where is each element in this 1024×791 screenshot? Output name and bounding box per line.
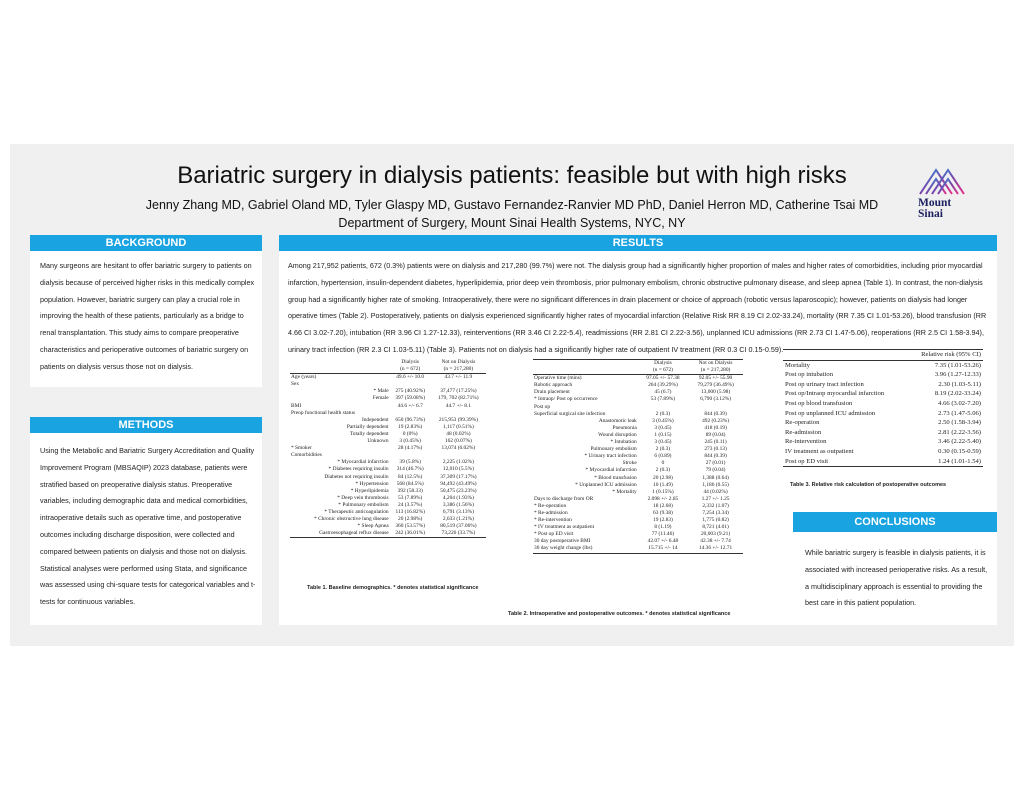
table2-dialysis-value: 6 (0.89) xyxy=(654,453,672,460)
table2-not-dialysis-value: 42.38 +/- 7.74 xyxy=(700,538,731,545)
table1-row xyxy=(290,502,486,509)
table2-dialysis-value: 1 (0.15%) xyxy=(652,488,674,495)
table3-row xyxy=(783,457,983,467)
table3-relative-risk-value: 2.30 (1.03-5.11) xyxy=(938,380,981,388)
table1-row-label: * Sleep Apnea xyxy=(357,523,389,530)
table3-outcome-label: Re-intervention xyxy=(785,438,827,446)
background-header: BACKGROUND xyxy=(30,235,262,251)
table2-row-label: Robotic approach xyxy=(534,382,573,389)
table1-dialysis-value: 360 (53.57%) xyxy=(395,523,425,530)
table3-row xyxy=(783,409,983,419)
table1-not-dialysis-value: 3,386 (1.56%) xyxy=(442,501,474,508)
table3-relative-risk-value: 0.30 (0.15-0.59) xyxy=(938,447,981,455)
table1-not-dialysis-value: 1,117 (0.51%) xyxy=(442,423,474,430)
table2-dialysis-value: 3 (0.45) xyxy=(654,424,672,431)
table1-header-dialysis: Dialysis (n = 672) xyxy=(400,359,421,373)
table1-dialysis-value: 3 (0.45%) xyxy=(399,438,421,445)
table-1 xyxy=(290,359,486,591)
table2-row-label: Wound disruption xyxy=(598,431,637,438)
logo-line-1: Mount xyxy=(918,197,952,209)
table3-row xyxy=(783,418,983,428)
table3-outcome-label: Post op intubation xyxy=(785,371,833,379)
table2-not-dialysis-value: 492 (0.23%) xyxy=(702,417,730,424)
table2-not-dialysis-value: 273 (0.13) xyxy=(704,446,727,453)
table2-row-label: Operative time (mins) xyxy=(534,375,582,382)
table3-row xyxy=(783,389,983,399)
table1-row xyxy=(290,530,486,538)
poster-title: Bariatric surgery in dialysis patients: feasible but with high risks xyxy=(177,162,847,189)
table2-row xyxy=(533,425,743,432)
table3-caption: Table 3. Relative risk calculation of postoperative outcomes xyxy=(790,482,947,488)
table1-row-label: Totally dependent xyxy=(349,430,389,437)
table1-row xyxy=(290,466,486,473)
table1-row-label: Preop functional health status xyxy=(291,409,355,416)
table3-outcome-label: Post op ED visit xyxy=(785,457,829,465)
table1-row-label: Female xyxy=(372,395,389,402)
table1-not-dialysis-value: 162 (0.07%) xyxy=(444,438,472,445)
table1-row-label: Diabetes not requiring insulin xyxy=(324,473,389,480)
table-3 xyxy=(783,349,983,488)
table2-header-not-dialysis: Not on Dialysis (n = 217,280) xyxy=(698,360,733,374)
table3-relative-risk-value: 4.66 (3.02-7.20) xyxy=(938,399,981,407)
table1-row-label: * Deep vein thrombosis xyxy=(337,494,389,501)
table2-not-dialysis-value: 6,790 (3.12%) xyxy=(700,396,732,403)
table1-row xyxy=(290,431,486,438)
table1-row xyxy=(290,474,486,481)
table2-not-dialysis-value: 89 (0.04) xyxy=(705,431,726,438)
table2-dialysis-value: 53 (7.89%) xyxy=(650,396,676,403)
table3-relative-risk-value: 2.50 (1.58-3.94) xyxy=(938,419,981,427)
table3-outcome-label: IV treatment as outpatient xyxy=(785,447,854,455)
table1-row-label: Unknown xyxy=(367,438,389,445)
table1-row-label: Independent xyxy=(361,416,389,423)
table2-not-dialysis-value: 1,186 (0.55) xyxy=(702,481,729,488)
table-2 xyxy=(508,359,743,617)
table2-dialysis-value: 1 (0.15) xyxy=(654,431,672,438)
table1-not-dialysis-value: 2,633 (1.21%) xyxy=(442,516,474,523)
mount-sinai-mountain-icon xyxy=(918,166,966,196)
table2-row xyxy=(533,467,743,474)
table1-row-label: * Hypertension xyxy=(355,480,389,487)
table1-row-label: Partially dependent xyxy=(346,423,389,430)
table1-not-dialysis-value: 43.7 +/- 11.9 xyxy=(444,374,473,381)
table2-row xyxy=(533,411,743,418)
table2-not-dialysis-value: 2,332 (1.07) xyxy=(702,502,729,509)
table3-relative-risk-value: 2.73 (1.47-5.06) xyxy=(938,409,981,417)
table2-not-dialysis-value: 44 (0.02%) xyxy=(703,488,728,495)
table2-row xyxy=(533,404,743,411)
author-list: Jenny Zhang MD, Gabriel Oland MD, Tyler Glaspy MD, Gustavo Fernandez-Ranvier MD PhD, Daniel Herron MD, Catherine Tsai MD xyxy=(145,198,879,212)
table2-row-label: * Myocardial infarction xyxy=(585,467,637,474)
table2-not-dialysis-value xyxy=(688,404,743,411)
table2-dialysis-value: 8 (1.19) xyxy=(654,524,672,531)
table2-row xyxy=(533,510,743,517)
table1-not-dialysis-value: 48 (0.02%) xyxy=(446,430,471,437)
table2-row-label: Post op xyxy=(534,403,551,410)
table3-relative-risk-value: 2.81 (2.22-3.56) xyxy=(938,428,981,436)
table1-row-label: * Pulmonary embolism xyxy=(338,501,389,508)
table1-not-dialysis-value: 215,953 (99.39%) xyxy=(438,416,478,423)
table2-dialysis-value: 2 (0.3) xyxy=(655,410,671,417)
table2-caption: Table 2. Intraoperative and postoperative outcomes. * denotes statistical significance xyxy=(508,611,731,617)
methods-header: METHODS xyxy=(30,417,262,433)
table1-row xyxy=(290,403,486,410)
table2-header-blank xyxy=(533,360,638,375)
table1-dialysis-value: 392 (58.33) xyxy=(397,487,423,494)
baseline-demographics-table xyxy=(290,359,486,538)
table1-dialysis-value: 84 (12.5%) xyxy=(398,473,423,480)
table1-dialysis-value: 49.6 +/- 10.0 xyxy=(396,374,425,381)
table2-not-dialysis-value: 92.05 +/- 55.90 xyxy=(698,375,733,382)
table2-dialysis-value: 15.715 +/- 14 xyxy=(648,545,678,552)
table1-row xyxy=(290,424,486,431)
table1-dialysis-value: 275 (40.92%) xyxy=(395,388,425,395)
table3-relative-risk-value: 8.19 (2.02-33.24) xyxy=(934,390,981,398)
background-text: Many surgeons are hesitant to offer bariatric surgery to patients on dialysis because of perceived higher risks in this medically complex population. However, bariatric surgery can play a crucial role in improving the health of these patients, particularly as a bridge to renal transplantation. This study aims to compare preoperative characteristics and perioperative outcomes of bariatric surgery on patients on dialysis versus those not on dialysis. xyxy=(40,261,255,371)
table2-dialysis-value: 2 (0.3) xyxy=(655,467,671,474)
table2-not-dialysis-value: 7,254 (3.34) xyxy=(702,509,729,516)
table2-dialysis-value: 63 (9.38) xyxy=(653,509,673,516)
table2-row xyxy=(533,489,743,496)
table2-row-label: 30 day postoperative BMI xyxy=(534,538,591,545)
table3-relative-risk-value: 3.46 (2.22-5.40) xyxy=(938,438,981,446)
table1-not-dialysis-value: 44.7 +/- 8.1 xyxy=(445,402,471,409)
conclusions-header: CONCLUSIONS xyxy=(793,512,997,532)
table1-row xyxy=(290,410,486,417)
mount-sinai-logo xyxy=(912,166,972,222)
table2-row-label: Drain placement xyxy=(534,389,570,396)
table2-row-label: * Urinary tract infection xyxy=(584,453,637,460)
table2-row-label: Pneumonia xyxy=(612,424,637,431)
table2-row xyxy=(533,475,743,482)
table1-row xyxy=(290,488,486,495)
table1-row-label: Sex xyxy=(291,381,300,388)
table2-not-dialysis-value: 844 (0.39) xyxy=(704,453,727,460)
relative-risk-table xyxy=(783,349,983,467)
table1-not-dialysis-value: 6,791 (3.13%) xyxy=(442,508,474,515)
table1-not-dialysis-value: 37,477 (17.25%) xyxy=(440,388,477,395)
table2-not-dialysis-value: 13,000 (5.98) xyxy=(700,389,731,396)
table1-dialysis-value: 650 (96.73%) xyxy=(395,416,425,423)
table3-row xyxy=(783,380,983,390)
table2-row xyxy=(533,418,743,425)
table2-row-label: Pulmonary embolism xyxy=(590,446,637,453)
table2-dialysis-value: 18 (2.68) xyxy=(653,502,673,509)
table2-row-label: * Intraop/ Post op occurrence xyxy=(534,396,598,403)
table2-not-dialysis-value: 844 (0.39) xyxy=(704,410,727,417)
table1-dialysis-value: 0 (0%) xyxy=(402,430,418,437)
table3-header-relative-risk: Relative risk (95% CI) xyxy=(921,351,981,358)
table2-dialysis-value: 42.07 +/- 6.48 xyxy=(647,538,679,545)
table2-not-dialysis-value: 79 (0.04) xyxy=(705,467,726,474)
table1-row xyxy=(290,509,486,516)
table1-row xyxy=(290,445,486,452)
table2-dialysis-value: 2.098 +/- 2.85 xyxy=(647,495,679,502)
table1-row xyxy=(290,374,486,382)
table3-row xyxy=(783,399,983,409)
results-text: Among 217,952 patients, 672 (0.3%) patients were on dialysis and 217,280 (99.7%) were not. The dialysis group had a significantly higher proportion of males and higher rates of comorbidities, including prior myocardial infarction, hypertension, insulin-dependent diabetes, hyperlipidemia, prior deep vein thrombosis, prior pulmonary embolism, chronic obstructive pulmonary disease, and sleep apnea (Table 1). In contrast, the non-dialysis group had a significantly higher rate of smoking. Intraoperatively, there were no significant differences in drain placement or choice of approach (robotic versus laparoscopic); however, patients on dialysis had longer operative times (Table 2). Postoperatively, patients on dialysis experienced significantly higher rates of myocardial infarction (Relative Risk RR 8.19 CI 2.02-33.24), mortality (RR 7.35 CI 1.01-53.26), blood transfusion (RR 4.66 CI 3.02-7.20), intubation (RR 3.96 CI 1.27-12.33), reinterventions (RR 3.46 CI 2.22-5.4), readmissions (RR 2.81 CI 2.22-3.56), unplanned ICU admissions (RR 2.73 CI 1.47-5.06), reoperations (RR 2.5 CI 1.58-3.94), urinary tract infection (RR 2.3 CI 1.03-5.11) (Table 3). Patients not on dialysis had a significantly higher rate of outpatient IV treatment (RR 0.3 CI 0.15-0.59). xyxy=(288,261,987,354)
table1-not-dialysis-value: 37,309 (17.17%) xyxy=(440,473,477,480)
table1-row-label: * Diabetes requiring insulin xyxy=(328,466,389,473)
table1-dialysis-value: 44.6 +/- 6.7 xyxy=(397,402,423,409)
table1-caption: Table 1. Baseline demographics. * denotes statistical significance xyxy=(307,585,479,591)
background-panel xyxy=(30,235,262,387)
table2-not-dialysis-value: 27 (0.01) xyxy=(705,460,726,467)
table1-not-dialysis-value: 80,519 (37.06%) xyxy=(440,523,477,530)
outcomes-table xyxy=(533,359,743,554)
table1-row-label: Comorbidities xyxy=(291,452,322,459)
conclusions-panel xyxy=(793,512,997,625)
table3-row xyxy=(783,447,983,457)
table3-relative-risk-value: 7.35 (1.01-53.26) xyxy=(934,361,981,369)
table2-dialysis-value: 10 (1.49) xyxy=(653,481,673,488)
logo-wordmark xyxy=(918,198,951,220)
table2-row-label: Days to discharge from OR xyxy=(534,495,594,502)
table2-row-label: 30 day weight change (lbs) xyxy=(534,545,593,552)
table2-row xyxy=(533,496,743,503)
table2-row-label: * Post op ED visit xyxy=(534,531,574,538)
table3-outcome-label: Post op blood transfusion xyxy=(785,399,853,407)
methods-text: Using the Metabolic and Bariatric Surgery Accreditation and Quality Improvement Program (MBSAQIP) 2023 database, patients were stratified based on preoperative dialysis status. Preoperative variables, including demographic data and medical comorbidities, intraoperative details such as operative time, and postoperative outcomes including discharge disposition, were collected and compared between patients on dialysis and those not on dialysis. Statistical analyses were performed using Stata, and significance was assessed using chi-square tests for categorical variables and t-tests for continuous variables. xyxy=(40,446,256,607)
table2-dialysis-value: 97.05 +/- 57.38 xyxy=(646,375,680,382)
table1-row xyxy=(290,395,486,402)
table1-row-label: * Smoker xyxy=(291,445,312,452)
table2-row-label: * Unplanned ICU admission xyxy=(575,481,637,488)
table3-outcome-label: Mortality xyxy=(785,361,810,369)
results-header: RESULTS xyxy=(279,235,997,251)
table2-row-label: * Blood transfusion xyxy=(594,474,637,481)
table1-dialysis-value: 19 (2.83%) xyxy=(398,423,423,430)
table1-dialysis-value: 24 (3.57%) xyxy=(398,501,423,508)
table3-relative-risk-value: 3.96 (1.27-12.33) xyxy=(934,371,981,379)
table2-dialysis-value: 77 (11.46) xyxy=(651,531,675,538)
table1-dialysis-value: 53 (7.89%) xyxy=(398,494,423,501)
table2-dialysis-value: 19 (2.83) xyxy=(653,517,673,524)
table2-row-label: * IV treatment as outpatient xyxy=(534,524,595,531)
table1-row-label: * Myocardial infarction xyxy=(337,459,389,466)
department: Department of Surgery, Mount Sinai Health Systems, NYC, NY xyxy=(338,216,686,230)
table1-not-dialysis-value xyxy=(431,410,486,417)
table3-row xyxy=(783,437,983,447)
table1-header-blank xyxy=(290,359,390,374)
table2-row-label: * Mortality xyxy=(612,488,637,495)
table2-not-dialysis-value: 79,279 (36.49%) xyxy=(697,382,734,389)
table2-row xyxy=(533,432,743,439)
table3-row xyxy=(783,428,983,438)
table2-row-label: Superficial surgical site infection xyxy=(534,410,606,417)
table2-row xyxy=(533,503,743,510)
table3-outcome-label: Post op unplanned ICU admission xyxy=(785,409,876,417)
table2-not-dialysis-value: 1,388 (0.64) xyxy=(702,474,729,481)
table3-outcome-label: Post op/Intraop myocardial infarction xyxy=(785,390,885,398)
table1-row-label: * Chronic obstructive lung disease xyxy=(314,516,389,523)
table2-not-dialysis-value: 418 (0.19) xyxy=(704,424,727,431)
table3-outcome-label: Re-admission xyxy=(785,428,822,436)
table1-dialysis-value: 28 (4.17%) xyxy=(398,445,423,452)
table2-dialysis-value: 264 (39.29%) xyxy=(648,382,678,389)
table3-relative-risk-value: 1.24 (1.01-1.54) xyxy=(938,457,981,465)
table1-dialysis-value: 314 (46.7%) xyxy=(396,466,424,473)
table1-dialysis-value: 397 (59.08%) xyxy=(395,395,425,402)
table2-row xyxy=(533,531,743,538)
table1-row xyxy=(290,417,486,424)
table1-row-label: * Therapeutic anticoagulation xyxy=(324,508,389,515)
table1-dialysis-value xyxy=(390,410,431,417)
table2-dialysis-value: 2 (0.3) xyxy=(655,446,671,453)
table2-header-dialysis: Dialysis (n = 672) xyxy=(652,360,673,374)
table1-dialysis-value: 39 (5.8%) xyxy=(399,459,421,466)
table3-outcome-label: Re-operation xyxy=(785,419,820,427)
table3-header-blank xyxy=(783,350,906,361)
table2-row xyxy=(533,396,743,403)
table2-not-dialysis-value: 245 (0.11) xyxy=(704,439,727,446)
table3-row xyxy=(783,370,983,380)
table2-dialysis-value: 20 (2.98) xyxy=(653,474,673,481)
table1-not-dialysis-value: 4,204 (1.93%) xyxy=(442,494,474,501)
table2-row xyxy=(533,482,743,489)
table2-dialysis-value: 0 xyxy=(661,460,665,467)
table2-not-dialysis-value: 20,003 (9.21) xyxy=(700,531,731,538)
table1-not-dialysis-value: 50,475 (23.23%) xyxy=(440,487,477,494)
table1-dialysis-value: 20 (2.98%) xyxy=(398,516,423,523)
table1-not-dialysis-value: 94,492 (43.49%) xyxy=(440,480,477,487)
table1-row-label: * Male xyxy=(373,388,389,395)
table2-row xyxy=(533,545,743,553)
table2-row-label: * Re-admission xyxy=(534,509,568,516)
table2-dialysis-value xyxy=(638,404,688,411)
table2-not-dialysis-value: 8,721 (4.01) xyxy=(702,524,729,531)
table2-dialysis-value: 3 (0.45%) xyxy=(652,417,674,424)
table1-not-dialysis-value: 179, 702 (82.71%) xyxy=(438,395,479,402)
table1-dialysis-value: 113 (16.82%) xyxy=(395,508,425,515)
table2-dialysis-value: 3 (0.45) xyxy=(654,439,672,446)
table2-not-dialysis-value: 1,775 (0.82) xyxy=(702,517,729,524)
table2-row-label: * Re-operation xyxy=(534,502,567,509)
table2-not-dialysis-value: 1.27 +/- 1.25 xyxy=(701,495,730,502)
conclusions-text: While bariatric surgery is feasible in dialysis patients, it is associated with increased perioperative risks. As a result, a multidisciplinary approach is essential to providing the best care in this patient population. xyxy=(805,548,988,608)
table1-not-dialysis-value: 12,010 (5.5%) xyxy=(442,466,474,473)
table2-row-label: * Re-intervention xyxy=(534,517,572,524)
table3-row xyxy=(783,360,983,370)
table2-dialysis-value: 45 (6.7) xyxy=(654,389,672,396)
table1-dialysis-value: 568 (84.5%) xyxy=(396,480,424,487)
table1-header-not-dialysis: Not on Dialysis (n = 217,280) xyxy=(441,359,476,373)
table1-row-label: Gastroesophageal reflux disease xyxy=(319,530,389,537)
table2-row-label: * Intubation xyxy=(610,439,637,446)
table2-row-label: Anastomotic leak xyxy=(598,417,637,424)
table1-not-dialysis-value: 13,074 (6.02%) xyxy=(441,445,476,452)
logo-line-2: Sinai xyxy=(918,208,943,220)
table1-row-label: Age (years) xyxy=(291,374,317,381)
table3-outcome-label: Post op urinary tract infection xyxy=(785,380,864,388)
table1-row-label: BMI xyxy=(291,402,302,409)
table2-row-label: Stroke xyxy=(622,460,637,467)
table1-row xyxy=(290,495,486,502)
table1-not-dialysis-value: 2,225 (1.02%) xyxy=(442,459,474,466)
table1-row-label: * Hyperlipidemia xyxy=(350,487,389,494)
methods-panel xyxy=(30,417,262,625)
table1-not-dialysis-value: 73,226 (33.7%) xyxy=(441,530,476,537)
table2-not-dialysis-value: 14.36 +/- 12.71 xyxy=(698,545,733,552)
table1-dialysis-value: 242 (36.01%) xyxy=(395,530,425,537)
table1-row xyxy=(290,481,486,488)
